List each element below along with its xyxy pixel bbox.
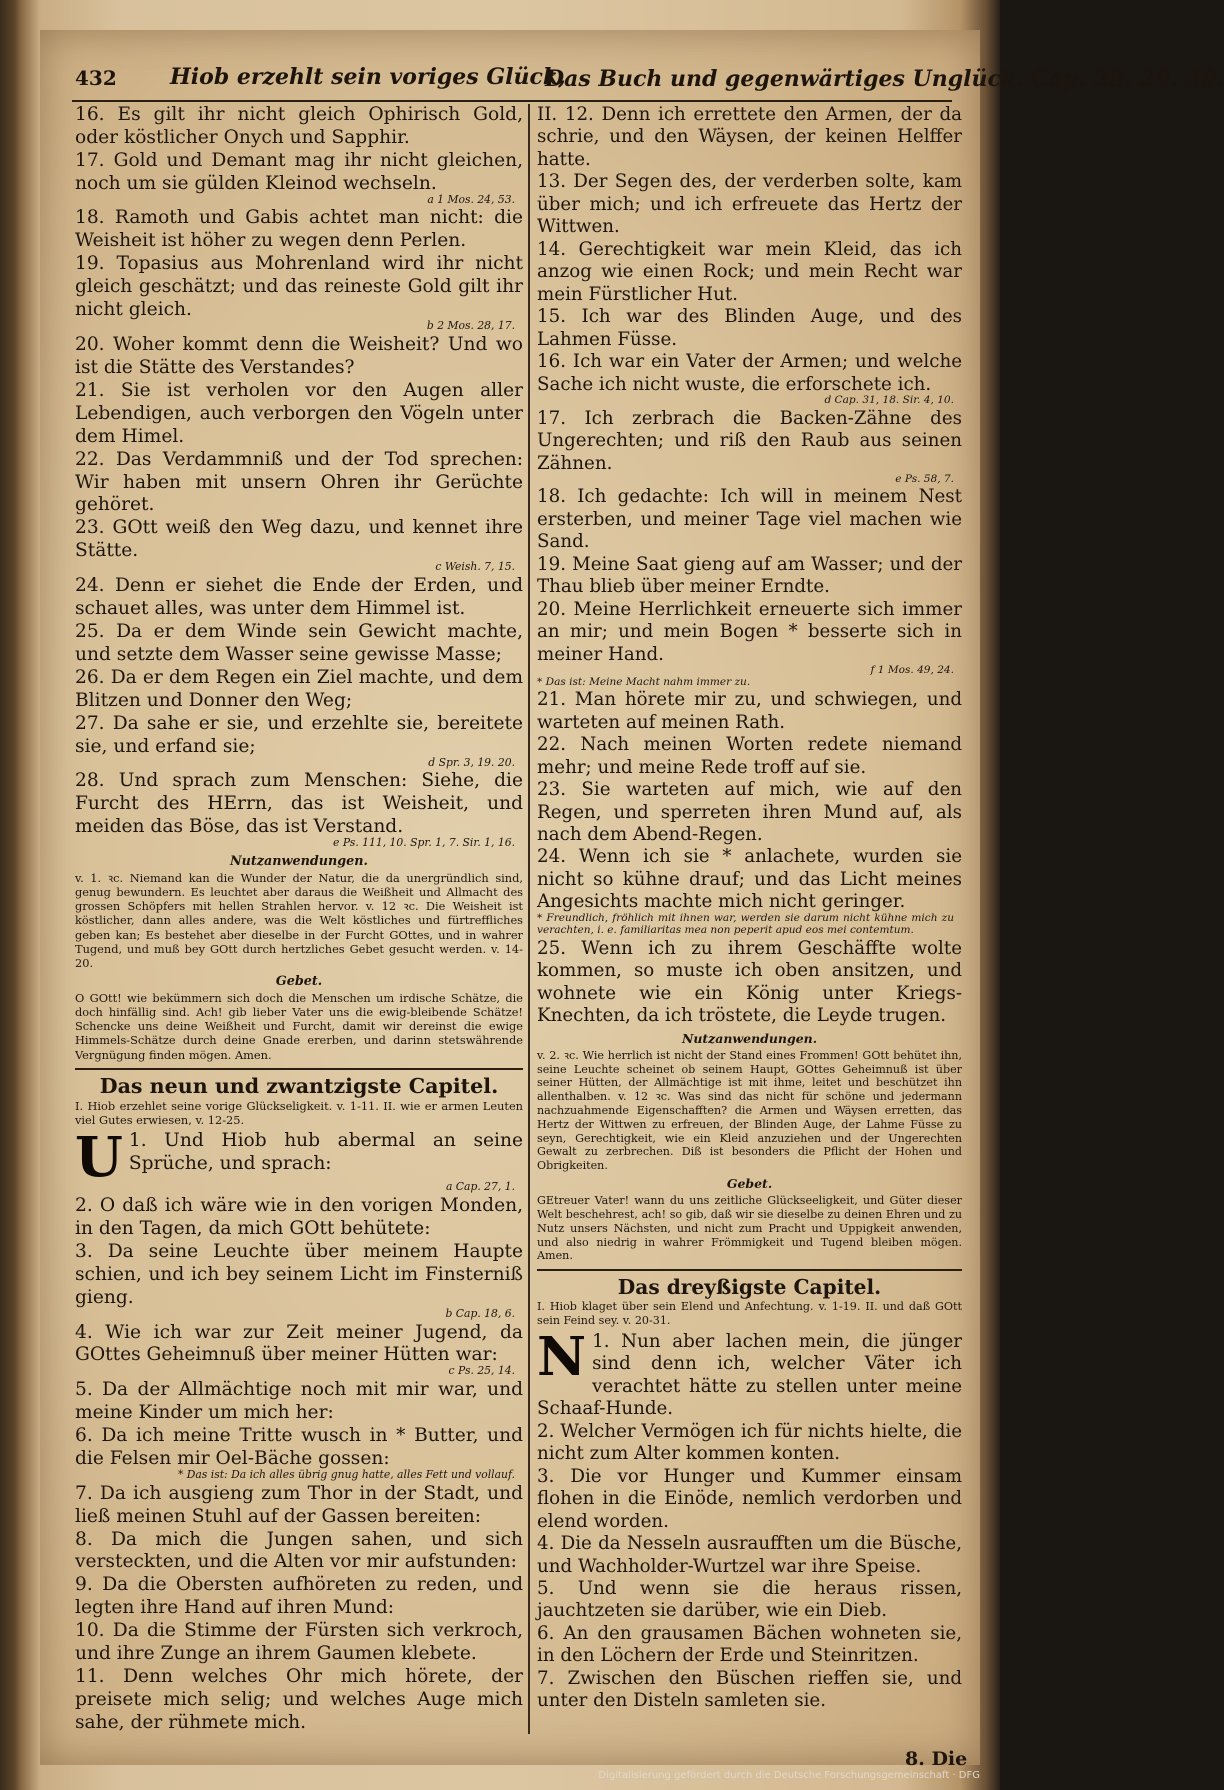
cross-reference: c Weish. 7, 15. (435, 560, 515, 574)
verse: 2. O daß ich wäre wie in den vorigen Monden, in den Tagen, da mich GOtt behütete: (75, 1195, 523, 1240)
cross-reference: e Ps. 111, 10. Spr. 1, 7. Sir. 1, 16. (333, 836, 515, 850)
cross-reference: b 2 Mos. 28, 17. (426, 319, 515, 333)
section-heading: Gebet. (275, 973, 323, 989)
chapter-summary: I. Hiob erzehlet seine vorige Glückseligkeit. v. 1-11. II. wie er armen Leuten viel Gutes erwiesen, v. 12-25. (75, 1099, 523, 1128)
verse: 11. Denn welches Ohr mich hörete, der preisete mich selig; und welches Auge mich sahe, der rühmete mich. (75, 1666, 523, 1733)
chapter-title: Das neun und zwantzigste Capitel. (99, 1073, 499, 1098)
prayer-text: GEtreuer Vater! wann du uns zeitliche Glückseeligkeit, und Güter dieser Welt beschehrest, ach! so gib, daß wir sie dieselbe zu deinen Ehren und zu Nutz unsers Nächsten, und nicht zum Pracht und Uppigkeit anwenden, und also niedrig in wahrer Frömmigkeit und Tugend bleiben mögen. Amen. (537, 1194, 962, 1263)
verse: 7. Zwischen den Büschen rieffen sie, und unter den Disteln samleten sie. (537, 1667, 962, 1712)
verse: 17. Ich zerbrach die Backen-Zähne des Ungerechten; und riß den Raub aus seinen Zähnen. (537, 407, 962, 474)
verse: 18. Ramoth und Gabis achtet man nicht: die Weisheit ist höher zu wegen denn Perlen. (75, 207, 523, 252)
verse: 23. GOtt weiß den Weg dazu, und kennet ihre Stätte. (75, 517, 523, 562)
footnote: * Das ist: Da ich alles übrig gnug hatte, alles Fett und vollauf. (177, 1467, 515, 1481)
section-heading: Nutzanwendungen. (230, 853, 368, 869)
verse: 24. Denn er siehet die Ende der Erden, und schauet alles, was unter dem Himmel ist. (75, 575, 523, 619)
verse: 10. Da die Stimme der Fürsten sich verkroch, und ihre Zunge an ihrem Gaumen klebete. (75, 1620, 523, 1665)
verse: 22. Das Verdammniß und der Tod sprechen: Wir haben mit unsern Ohren ihr Gerüchte gehöret. (75, 448, 523, 516)
column-divider (528, 104, 530, 1734)
drop-cap: U (75, 1124, 123, 1190)
section-heading: Nutzanwendungen. (681, 1030, 818, 1046)
verse: 6. An den grausamen Bächen wohneten sie, in den Löchern der Erde und Steinritzen. (537, 1622, 962, 1667)
header-left-title: Hiob erzehlt sein voriges Glück, (170, 64, 566, 90)
cross-reference: c Ps. 25, 14. (448, 1364, 515, 1378)
verse: 13. Der Segen des, der verderben solte, kam über mich; und ich erfreuete das Hertz der Wittwen. (537, 171, 962, 238)
verse: 3. Die vor Hunger und Kummer einsam flohen in die Einöde, nemlich verdorben und elend worden. (537, 1465, 962, 1532)
verse: 6. Da ich meine Tritte wusch in * Butter, und die Felsen mir Oel-Bäche gossen: (75, 1425, 523, 1469)
prayer-text: O GOtt! wie bekümmern sich doch die Menschen um irdische Schätze, die doch hinfällig sind. Ach! gib lieber Vater uns die ewig-bleibende Schätze! Schencke uns deine Weißheit und Furcht, damit wir dereinst die ewige Himmels-Schätze durch deine Gnade ererben, und darinn stetswährende Vergnügung finden mögen. Amen. (75, 991, 523, 1062)
verse: 2. Welcher Vermögen ich für nichts hielte, die nicht zum Alter kommen konten. (537, 1420, 962, 1465)
chapter-rule (537, 1269, 962, 1271)
footnote: * Das ist: Meine Macht nahm immer zu. (537, 675, 751, 688)
section-heading: Gebet. (726, 1176, 773, 1192)
verse: 26. Da er dem Regen ein Ziel machte, und dem Blitzen und Donner den Weg; (75, 666, 523, 711)
cross-reference: a 1 Mos. 24, 53. (427, 192, 515, 206)
verse: 15. Ich war des Blinden Auge, und des Lahmen Füsse. (537, 306, 962, 350)
verse: 20. Woher kommt denn die Weisheit? Und wo ist die Stätte des Verstandes? (75, 333, 523, 378)
verse: 16. Ich war ein Vater der Armen; und welche Sache ich nicht wuste, die erforschete ich. (537, 351, 962, 395)
digitization-credit: Digitalisierung gefördert durch die Deutsche Forschungsgemeinschaft · DFG (598, 1770, 980, 1781)
verse: 22. Nach meinen Worten redete niemand mehr; und meine Rede troff auf sie. (537, 734, 962, 778)
verse: 16. Es gilt ihr nicht gleich Ophirisch Gold, oder köstlicher Onych und Sapphir. (75, 104, 523, 148)
cross-reference: a Cap. 27, 1. (445, 1180, 515, 1194)
verse: 24. Wenn ich sie * anlachete, wurden sie nicht so kühne drauf; und das Licht meines Angesichts machte mich nicht geringer. (537, 846, 962, 913)
verse: 19. Topasius aus Mohrenland wird ihr nicht gleich geschätzt; und das reineste Gold gilt ihr nicht gleich. (75, 253, 523, 321)
verse: 4. Wie ich war zur Zeit meiner Jugend, da GOttes Geheimnuß über meiner Hütten war: (75, 1321, 523, 1366)
chapter-title: Das dreyßigste Capitel. (617, 1275, 882, 1300)
commentary-text: v. 2. ꝛc. Wie herrlich ist nicht der Stand eines Frommen! GOtt behütet ihn, seine Leuchte scheinet ob seinem Haupt, GOttes Geheimnuß ist über seiner Hütten, der Allmächtige ist mit ihme, leitet und beschützet ihn allenthalben. v. 12 ꝛc. Was sind das nicht für schöne und jedermann nachzuahmende Eigenschafften? die Armen und Wäysen erretten, das Hertz der Wittwen zu erfreuen, der Blinden Auge, der Lahme Füsse zu seyn, Gerechtigkeit, wie ein Kleid anzuziehen und der Ungerechten Gewalt zu zerbrechen. Diß ist besonders die Pflicht der Hohen und Obrigkeiten. (537, 1048, 962, 1173)
verse: 5. Und wenn sie die heraus rissen, jauchtzeten sie darüber, wie ein Dieb. (537, 1578, 962, 1622)
header-right-title: Das Buch und gegenwärtiges Unglück. Cap. 28. 29. 30. (545, 66, 1224, 92)
cross-reference: d Cap. 31, 18. Sir. 4, 10. (824, 394, 954, 407)
verse: 20. Meine Herrlichkeit erneuerte sich immer an mir; und mein Bogen * besserte sich in meiner Hand. (537, 598, 962, 665)
page-number: 432 (75, 66, 117, 90)
left-column (75, 104, 523, 1735)
verse: 25. Da er dem Winde sein Gewicht machte, und setzte dem Wasser seine gewisse Masse; (75, 620, 523, 665)
drop-cap: N (537, 1324, 587, 1388)
verse: 17. Gold und Demant mag ihr nicht gleichen, noch um sie gülden Kleinod wechseln. (75, 149, 523, 194)
cross-reference: f 1 Mos. 49, 24. (870, 664, 954, 677)
chapter-opening (537, 1324, 962, 1421)
verse: 23. Sie warteten auf mich, wie auf den Regen, und sperreten ihren Mund auf, als nach dem Abend-Regen. (537, 779, 962, 845)
opening-verse: 1. Nun aber lachen mein, die jünger sind denn ich, welcher Väter ich verachtet hätte zu stellen unter meine Schaaf-Hunde. (537, 1330, 962, 1420)
cross-reference: d Spr. 3, 19. 20. (428, 755, 515, 769)
verse: 14. Gerechtigkeit war mein Kleid, das ich anzog wie einen Rock; und mein Recht war mein Fürstlicher Hut. (537, 238, 962, 305)
commentary-text: v. 1. ꝛc. Niemand kan die Wunder der Natur, die da unergründlich sind, genug bewundern. Es leuchtet aber daraus die Weißheit und Allmacht des grossen Schöpfers mit hellen Strahlen hervor. v. 12 ꝛc. Die Weisheit ist köstlicher, dann alles andere, was die Welt köstliches und fürtreffliches geben kan; Es bestehet aber dieselbe in der Furcht GOttes, und in wahrer Tugend, und muß bey GOtt durch hertzliches Gebet gesucht werden. v. 14-20. (75, 871, 523, 970)
verse: 28. Und sprach zum Menschen: Siehe, die Furcht des HErrn, das ist Weisheit, und meiden das Böse, das ist Verstand. (75, 770, 523, 838)
running-header (75, 62, 1224, 100)
header-rule (72, 100, 952, 102)
verse: 4. Die da Nesseln ausraufften um die Büsche, und Wachholder-Wurtzel war ihre Speise. (537, 1533, 962, 1577)
verse: II. 12. Denn ich errettete den Armen, der da schrie, und den Wäysen, der keinen Helffer hatte. (537, 104, 962, 170)
verse: 3. Da seine Leuchte über meinem Haupte schien, und ich bey seinem Licht im Finsterniß gieng. (75, 1240, 523, 1308)
verse: 18. Ich gedachte: Ich will in meinem Nest ersterben, und meiner Tage viel machen wie Sand. (537, 486, 962, 553)
verse: 8. Da mich die Jungen sahen, und sich versteckten, und die Alten vor mir aufstunden: (75, 1528, 523, 1573)
verse: 5. Da der Allmächtige noch mit mir war, und meine Kinder um mich her: (75, 1379, 523, 1424)
footnote: * Freundlich, fröhlich mit ihnen war, werden sie darum nicht kühne mich zu verachten, i. e. familiaritas mea non peperit apud eos mei contemtum. (537, 911, 954, 937)
cross-reference: e Ps. 58, 7. (895, 472, 954, 485)
verse: 19. Meine Saat gieng auf am Wasser; und der Thau blieb über meiner Erndte. (537, 553, 962, 598)
cross-reference: b Cap. 18, 6. (445, 1306, 515, 1320)
chapter-rule (75, 1068, 523, 1070)
catchword: 8. Die (905, 1748, 968, 1770)
right-column (537, 104, 962, 1713)
verse: 27. Da sahe er sie, und erzehlte sie, bereitete sie, und erfand sie; (75, 712, 523, 757)
opening-verse: 1. Und Hiob hub abermal an seine Sprüche, und sprach: (128, 1130, 523, 1175)
verse: 21. Sie ist verholen vor den Augen aller Lebendigen, auch verborgen den Vögeln unter dem Himel. (75, 379, 523, 447)
chapter-summary: I. Hiob klaget über sein Elend und Anfechtung. v. 1-19. II. und daß GOtt sein Feind sey. v. 20-31. (537, 1300, 962, 1328)
verse: 25. Wenn ich zu ihrem Geschäffte wolte kommen, so muste ich oben ansitzen, und wohnete wie ein König unter Kriegs-Knechten, da ich tröstete, die Leyde trugen. (537, 937, 962, 1027)
verse: 21. Man hörete mir zu, und schwiegen, und warteten auf meinen Rath. (537, 689, 962, 733)
verse: 9. Da die Obersten aufhöreten zu reden, und legten ihre Hand auf ihren Mund: (75, 1574, 523, 1619)
verse: 7. Da ich ausgieng zum Thor in der Stadt, und ließ meinen Stuhl auf der Gassen bereiten: (75, 1482, 523, 1527)
